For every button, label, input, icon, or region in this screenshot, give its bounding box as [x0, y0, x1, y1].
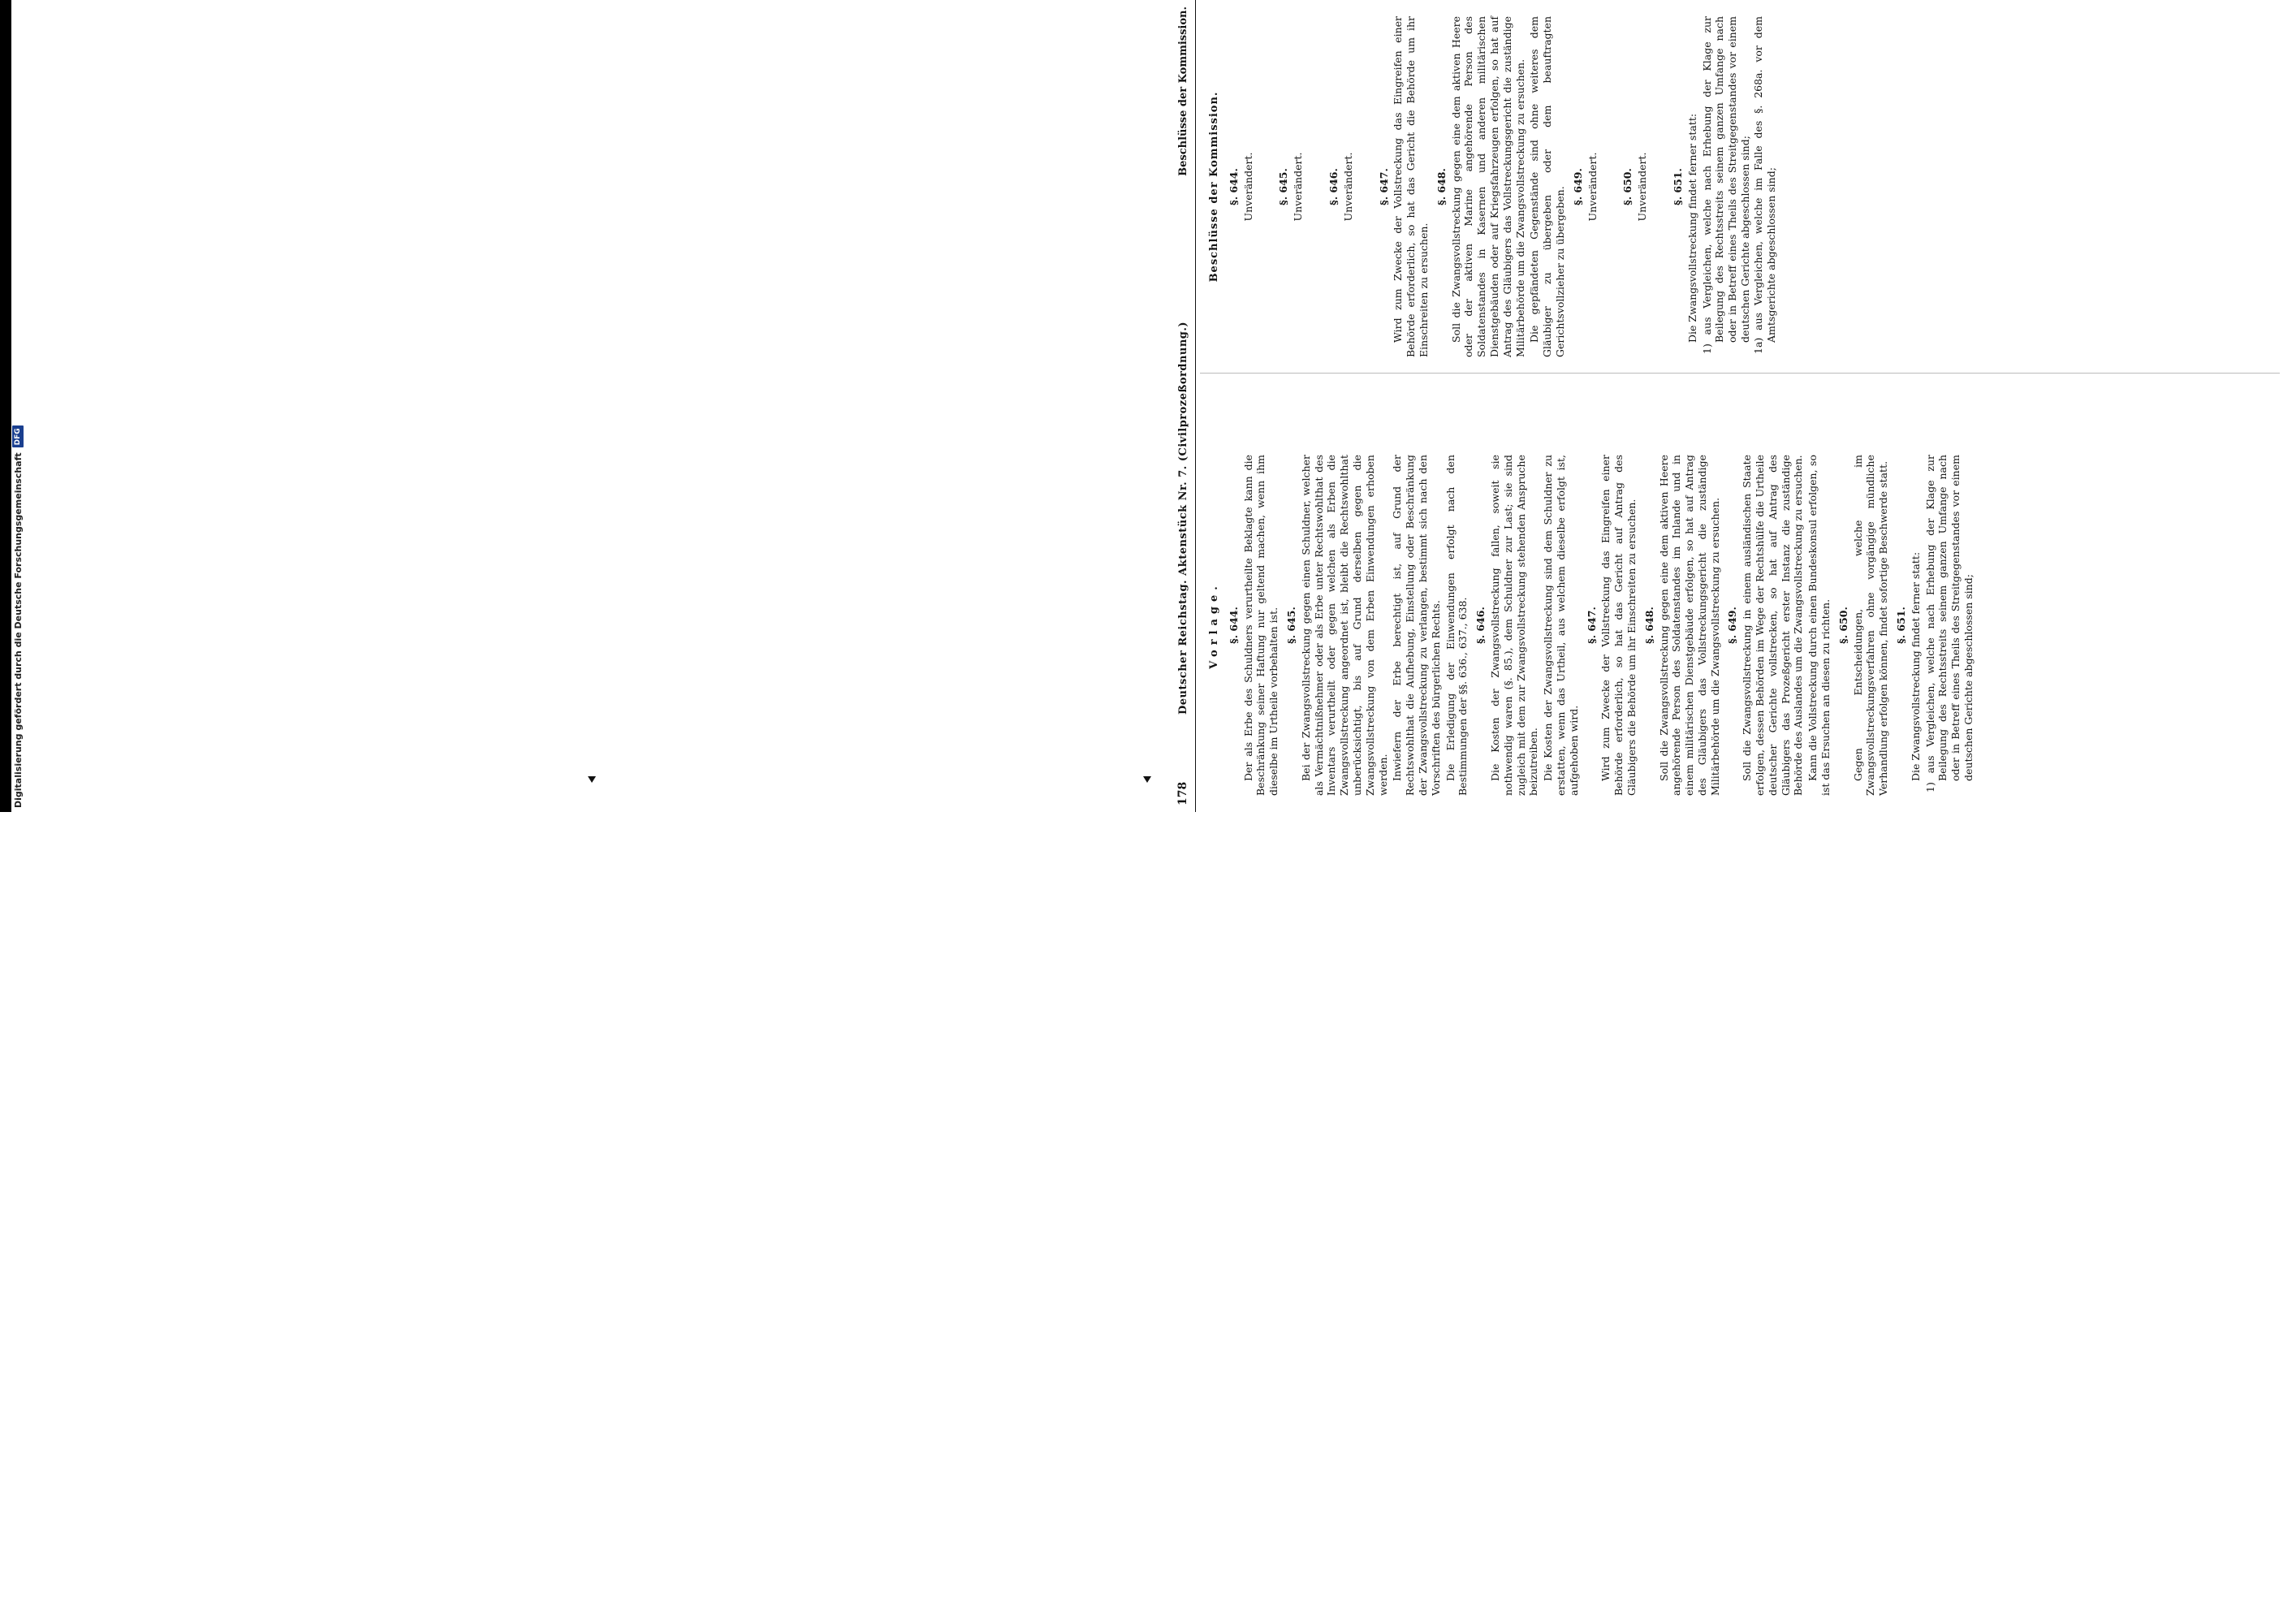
unchanged-label: Unverändert. [1586, 152, 1599, 222]
paragraph: Inwiefern der Erbe berechtigt ist, auf Grund der Rechtswohlthat die Aufhebung, Einstellung oder Beschränkung der Zwangsvollstreckung zu verlangen, bestimmt sich nach den Vorschriften des bürgerlichen Rechts. [1391, 455, 1442, 796]
unchanged-label: Unverändert. [1341, 152, 1354, 222]
paragraph: Soll die Zwangsvollstreckung in einem ausländischen Staate erfolgen, dessen Behörden im Wege der Rechtshülfe die Urtheile deutscher Gerichte vollstrecken, so hat auf Antrag des Gläubigers das Prozeßgericht erster Instanz die zuständige Behörde des Auslandes um die Zwangsvollstreckung zu ersuchen. [1741, 455, 1805, 796]
paragraph: Bei der Zwangsvollstreckung gegen einen Schuldner, welcher als Vermächtnißnehmer oder als Erbe unter Rechtswohlthat des Inventars verurtheilt oder gegen welchen als Erben die Zwangsvollstreckung angeordnet ist, bleibt die Rechtswohlthat unberücksichtigt, bis auf Grund derselben gegen die Zwangsvollstreckung von dem Erben Einwendungen erhoben werden. [1299, 455, 1389, 796]
section-number: §. 651. [1671, 168, 1684, 205]
section-number: §. 647. [1377, 168, 1390, 205]
attribution-footer [8, 0, 28, 808]
section-number: §. 651. [1895, 607, 1908, 644]
page-number: 178 [1176, 781, 1189, 806]
section-number: §. 645. [1277, 168, 1290, 205]
document-page [1163, 0, 2296, 812]
section-number: §. 647. [1585, 607, 1598, 644]
column-divider [1200, 373, 2280, 374]
paragraph: Kann die Vollstreckung durch einen Bundeskonsul erfolgen, so ist das Ersuchen an diesen zu richten. [1806, 455, 1832, 796]
right-column [1208, 16, 1777, 357]
section-number: §. 646. [1327, 168, 1340, 205]
paragraph: Die Kosten der Zwangsvollstreckung fallen, soweit sie nothwendig waren (§. 85.), dem Schuldner zur Last; sie sind zugleich mit dem zur Zwangsvollstreckung stehenden Anspruche beizutreiben. [1488, 455, 1540, 796]
paragraph: Die Zwangsvollstreckung findet ferner statt: [1685, 113, 1698, 343]
page-header [1163, 0, 1196, 812]
header-right: Beschlüsse der Kommission. [1177, 6, 1189, 176]
paragraph: Soll die Zwangsvollstreckung gegen eine dem aktiven Heere oder der aktiven Marine angehörende Person des Soldatenstandes in Kasernen und anderen militärischen Dienstgebäuden oder auf Kriegsfahrzeugen erfolgen, so hat auf Antrag des Gläubigers das Vollstreckungsgericht die zuständige Militärbehörde um die Zwangsvollstreckung zu ersuchen. [1449, 16, 1526, 357]
section-number: §. 644. [1227, 607, 1240, 644]
dfg-logo: DFG [12, 425, 24, 447]
section-number: §. 646. [1474, 607, 1487, 644]
paragraph: Wird zum Zwecke der Vollstreckung das Eingreifen einer Behörde erforderlich, so hat das Gericht auf Antrag des Gläubigers die Behörde um ihr Einschreiten zu ersuchen. [1599, 455, 1638, 796]
paragraph: Gegen Entscheidungen, welche im Zwangsvollstreckungsverfahren ohne vorgängige mündliche Verhandlung erfolgen können, findet sofortige Beschwerde statt. [1851, 455, 1890, 796]
paragraph: Soll die Zwangsvollstreckung gegen eine dem aktiven Heere angehörende Person des Soldatenstandes im Inlande und in einem militärischen Dienstgebäude erfolgen, so hat auf Antrag des Gläubigers das Vollstreckungsgericht die zuständige Militärbehörde um die Zwangsvollstreckung zu ersuchen. [1657, 455, 1721, 796]
section-number: §. 648. [1435, 168, 1448, 205]
section-number: §. 644. [1227, 168, 1240, 205]
left-column [1208, 455, 1975, 796]
attribution-text: Digitalisierung gefördert durch die Deutsche Forschungsgemeinschaft [12, 452, 24, 808]
paragraph: Die gepfändeten Gegenstände sind ohne weiteres dem Gläubiger zu übergeben oder dem beauftragten Gerichtsvollzieher zu übergeben. [1528, 16, 1566, 357]
section-number: §. 649. [1571, 168, 1584, 205]
left-column-heading: Vorlage. [1208, 581, 1220, 669]
section-number: §. 648. [1642, 607, 1655, 644]
section-number: §. 650. [1836, 607, 1849, 644]
section-number: §. 645. [1284, 607, 1297, 644]
paragraph: Wird zum Zwecke der Vollstreckung das Eingreifen einer Behörde erforderlich, so hat das Gericht die Behörde um ihr Einschreiten zu ersuchen. [1392, 16, 1430, 357]
paragraph: Die Zwangsvollstreckung findet ferner statt: [1909, 551, 1922, 781]
unchanged-label: Unverändert. [1241, 152, 1254, 222]
paragraph: Die Erledigung der Einwendungen erfolgt nach den Bestimmungen der §§. 636., 637., 638. [1444, 455, 1470, 796]
unchanged-label: Unverändert. [1292, 152, 1305, 222]
scan-mark [1143, 776, 1151, 783]
list-item: 1) aus Vergleichen, welche nach Erhebung der Klage zur Beilegung des Rechtsstreits seinem ganzen Umfange nach oder in Betreff eines Theils des Streitgegenstandes vor einem deutschen Gerichte abgeschlossen sind; [1700, 16, 1751, 354]
unchanged-label: Unverändert. [1636, 152, 1649, 222]
section-number: §. 650. [1621, 168, 1634, 205]
list-item: 1a) aus Vergleichen, welche im Falle des §. 268a. vor dem Amtsgerichte abgeschlossen sind; [1751, 16, 1777, 354]
section-number: §. 649. [1726, 607, 1739, 644]
scan-mark [588, 776, 596, 783]
document-area [29, 0, 1975, 812]
list-item: 1) aus Vergleichen, welche nach Erhebung der Klage zur Beilegung des Rechtsstreits seinem ganzen Umfange nach oder in Betreff eines Theils des Streitgegenstandes vor einem deutschen Gerichte abgeschlossen sind; [1923, 455, 1975, 793]
paragraph: Die Kosten der Zwangsvollstreckung sind dem Schuldner zu erstatten, wenn das Urtheil, aus welchem dieselbe erfolgt ist, aufgehoben wird. [1542, 455, 1580, 796]
paragraph: Der als Erbe des Schuldners verurtheilte Beklagte kann die Beschränkung seiner Haftung nur geltend machen, wenn ihm dieselbe im Urtheile vorbehalten ist. [1241, 455, 1280, 796]
header-title: Deutscher Reichstag. Aktenstück Nr. 7. (Civilprozeßordnung.) [1177, 321, 1189, 715]
scanned-page [0, 0, 1975, 812]
right-column-heading: Beschlüsse der Kommission. [1208, 91, 1220, 283]
